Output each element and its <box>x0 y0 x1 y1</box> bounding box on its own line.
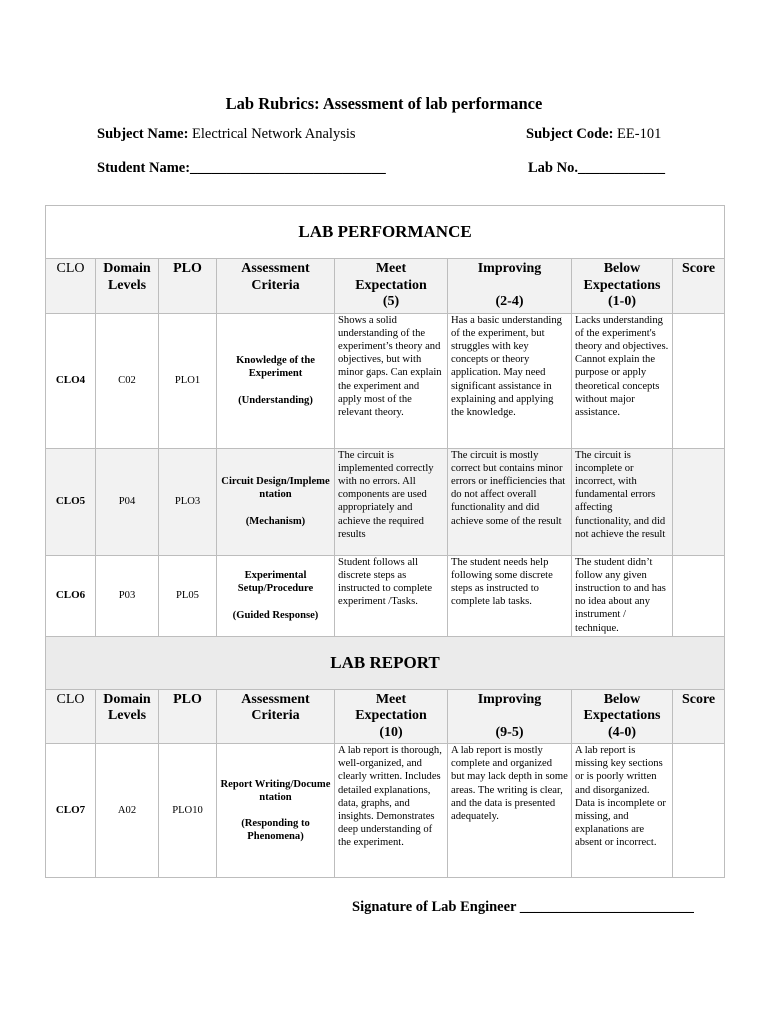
criteria-domain: (Responding to Phenomena) <box>241 818 310 843</box>
lab-no-label: Lab No. <box>528 160 578 176</box>
header-below <box>572 259 673 314</box>
meet-cell: A lab report is thorough, well-organized, and clearly written. Includes detailed explanations, data, graphs, and insights. Demonstrates deep understanding of the experiment. <box>335 744 448 878</box>
header-score: Score <box>673 259 725 314</box>
header-meet <box>335 259 448 314</box>
header-meet <box>335 689 448 744</box>
plo-cell: PL05 <box>159 555 217 636</box>
header-improving-score: (2-4) <box>495 294 524 309</box>
header-meet-score: (10) <box>379 724 403 740</box>
score-cell[interactable] <box>673 744 725 878</box>
subject-name <box>97 126 356 143</box>
performance-heading-row <box>46 206 725 259</box>
table-row <box>46 313 725 448</box>
subject-code-value: EE-101 <box>617 126 662 142</box>
header-domain <box>96 259 159 314</box>
performance-heading: LAB PERFORMANCE <box>46 206 725 259</box>
header-domain <box>96 689 159 744</box>
criteria-domain: (Understanding) <box>238 394 313 406</box>
header-criteria-line2: Criteria <box>251 277 300 293</box>
header-domain-line1: Domain <box>103 691 151 707</box>
header-improving <box>448 259 572 314</box>
plo-cell: PLO10 <box>159 744 217 878</box>
header-meet-line1: Meet <box>375 691 407 707</box>
header-score: Score <box>673 689 725 744</box>
header-criteria-line2: Criteria <box>251 708 300 723</box>
subject-code-label: Subject Code: <box>526 126 614 142</box>
header-clo: CLO <box>46 259 96 314</box>
report-heading-row <box>46 636 725 689</box>
plo-cell: PLO3 <box>159 448 217 555</box>
header-below-line1: Below <box>603 691 641 707</box>
header-meet-line2: Expectation <box>355 708 427 723</box>
below-cell: Lacks understanding of the experiment's theory and objectives. Cannot explain the purpose or apply theoretical concepts without major assistance. <box>572 313 673 448</box>
performance-header-row <box>46 259 725 314</box>
criteria-title: Experimental Setup/Procedure <box>237 570 314 595</box>
report-heading: LAB REPORT <box>46 636 725 689</box>
header-below-score: (1-0) <box>608 294 636 309</box>
clo-cell: CLO5 <box>46 448 96 555</box>
student-name <box>97 160 386 177</box>
criteria-domain: (Mechanism) <box>245 515 306 527</box>
table-row <box>46 448 725 555</box>
criteria-cell <box>217 744 335 878</box>
table-row <box>46 555 725 636</box>
criteria-cell <box>217 313 335 448</box>
clo-cell: CLO4 <box>46 313 96 448</box>
table-row <box>46 744 725 878</box>
plo-cell: PLO1 <box>159 313 217 448</box>
header-domain-line1: Domain <box>103 261 151 276</box>
criteria-title: Circuit Design/Implementation <box>221 476 330 501</box>
header-clo: CLO <box>46 689 96 744</box>
header-criteria-line1: Assessment <box>241 691 310 707</box>
signature-line[interactable]: ________________________ <box>519 899 694 915</box>
lab-no <box>528 160 665 177</box>
improving-cell: The student needs help following some discrete steps as instructed to complete lab tasks. <box>448 555 572 636</box>
header-criteria-line1: Assessment <box>241 261 310 276</box>
criteria-domain: (Guided Response) <box>232 609 319 621</box>
header-below-line2: Expectations <box>583 277 661 293</box>
score-cell[interactable] <box>673 313 725 448</box>
criteria-cell <box>217 555 335 636</box>
header-plo: PLO <box>159 259 217 314</box>
student-name-label: Student Name: <box>97 160 191 176</box>
meet-cell: The circuit is implemented correctly with no errors. All components are used appropriately and achieve the required results <box>335 448 448 555</box>
header-meet-score: (5) <box>382 294 400 309</box>
subject-name-value: Electrical Network Analysis <box>192 126 356 142</box>
domain-cell: C02 <box>96 313 159 448</box>
header-criteria <box>217 689 335 744</box>
criteria-cell <box>217 448 335 555</box>
subject-name-label: Subject Name: <box>97 126 189 142</box>
criteria-title: Report Writing/Documentation <box>220 778 331 803</box>
domain-cell: P03 <box>96 555 159 636</box>
clo-cell: CLO7 <box>46 744 96 878</box>
lab-no-line[interactable]: ____________ <box>577 160 665 176</box>
score-cell[interactable] <box>673 448 725 555</box>
header-below <box>572 689 673 744</box>
student-name-line[interactable]: ___________________________ <box>190 160 386 176</box>
improving-cell: The circuit is mostly correct but contains minor errors or inefficiencies that do not affect overall functionality and did achieve some of the result <box>448 448 572 555</box>
clo-cell: CLO6 <box>46 555 96 636</box>
meet-cell: Shows a solid understanding of the experiment’s theory and objectives, but with minor gaps. Can explain the experiment and apply most of the relevant theory. <box>335 313 448 448</box>
header-below-line2: Expectations <box>583 708 661 723</box>
header-improving <box>448 689 572 744</box>
header-below-score: (4-0) <box>608 724 636 740</box>
header-domain-line2: Levels <box>107 708 147 723</box>
header-below-line1: Below <box>603 261 641 276</box>
header-improving-label: Improving <box>477 261 542 276</box>
meet-cell: Student follows all discrete steps as instructed to complete experiment /Tasks. <box>335 555 448 636</box>
criteria-title: Knowledge of the Experiment <box>236 355 315 380</box>
header-meet-line1: Meet <box>375 261 407 276</box>
subject-code <box>526 126 661 143</box>
page-title: Lab Rubrics: Assessment of lab performance <box>225 94 543 113</box>
signature-label: Signature of Lab Engineer <box>352 899 517 915</box>
header-improving-score: (9-5) <box>495 724 524 740</box>
header-criteria <box>217 259 335 314</box>
domain-cell: A02 <box>96 744 159 878</box>
header-meet-line2: Expectation <box>355 277 427 293</box>
domain-cell: P04 <box>96 448 159 555</box>
improving-cell: A lab report is mostly complete and organized but may lack depth in some areas. The writing is clear, and the data is presented adequately. <box>448 744 572 878</box>
rubric-table <box>45 205 725 878</box>
below-cell: The student didn’t follow any given instruction to and has no idea about any instrument / technique. <box>572 555 673 636</box>
below-cell: The circuit is incomplete or incorrect, with fundamental errors affecting functionality, and did not achieve the result <box>572 448 673 555</box>
header-improving-label: Improving <box>477 691 542 707</box>
score-cell[interactable] <box>673 555 725 636</box>
report-header-row <box>46 689 725 744</box>
header-domain-line2: Levels <box>107 277 147 293</box>
improving-cell: Has a basic understanding of the experiment, but struggles with key concepts or theory application. May need significant assistance in explaining and applying the knowledge. <box>448 313 572 448</box>
header-plo: PLO <box>159 689 217 744</box>
below-cell: A lab report is missing key sections or is poorly written and disorganized. Data is incomplete or missing, and explanations are absent or incorrect. <box>572 744 673 878</box>
signature <box>352 899 694 916</box>
